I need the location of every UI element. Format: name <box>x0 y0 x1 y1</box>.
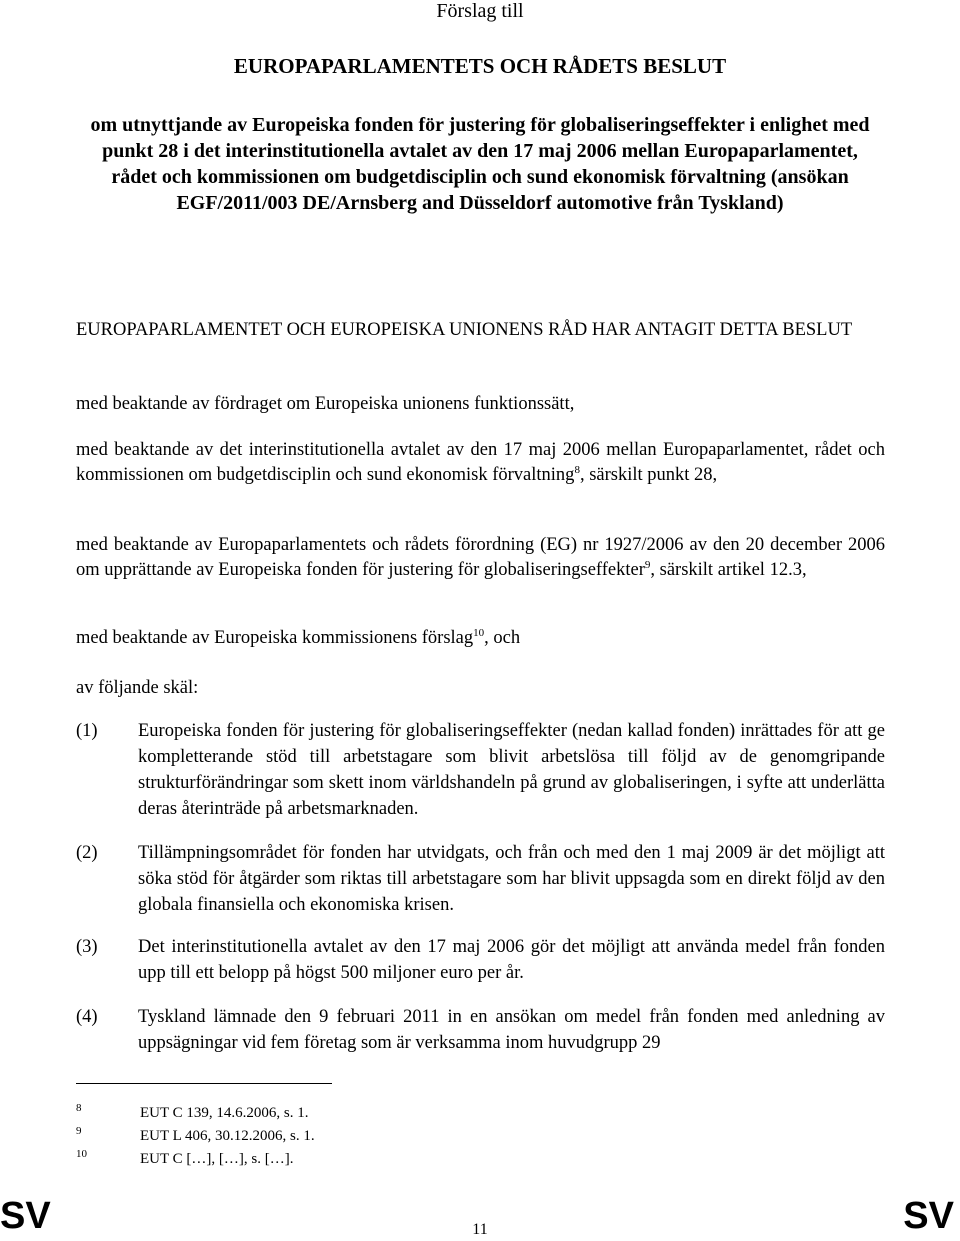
document-title: EUROPAPARLAMENTETS OCH RÅDETS BESLUT <box>233 54 727 78</box>
footnote-mark: 8 <box>76 1102 82 1114</box>
citation-text: med beaktande av Europeiska kommissionens förslag <box>76 628 474 648</box>
recital-number: (1) <box>76 721 98 741</box>
recital-number: (3) <box>76 937 98 957</box>
recital-3 <box>76 934 885 986</box>
recital-1 <box>76 718 885 822</box>
citation-regulation <box>76 533 885 583</box>
footnote-text: EUT C […], […], s. […]. <box>140 1151 294 1167</box>
language-code-left: SV <box>0 1195 51 1237</box>
citation-text: med beaktande av Europaparlamentets och rådets förordning (EG) nr 1927/2006 av den 20 december 2006 om upprättande av Europeiska fonden för justering för globaliseringseffekter <box>76 535 885 580</box>
recital-text: Tyskland lämnade den 9 februari 2011 in en ansökan om medel från fonden med anledning av uppsägningar vid fem företag som är verksamma inom huvudgrupp 29 <box>138 1007 885 1053</box>
citation-text-end: , särskilt artikel 12.3, <box>650 560 807 580</box>
footnote-mark: 9 <box>76 1125 82 1137</box>
recital-4 <box>76 1004 885 1056</box>
proposal-label: Förslag till <box>436 0 524 22</box>
footnote-separator <box>76 1083 332 1084</box>
citation-treaty: med beaktande av fördraget om Europeiska unionens funktionssätt, <box>76 394 575 414</box>
citation-text-end: , och <box>484 628 521 648</box>
adopting-statement: EUROPAPARLAMENTET OCH EUROPEISKA UNIONENS RÅD HAR ANTAGIT DETTA BESLUT <box>76 320 853 340</box>
whereas-heading: av följande skäl: <box>76 678 199 698</box>
recital-number: (2) <box>76 843 98 863</box>
page-number: 11 <box>472 1221 488 1238</box>
footnote-ref: 9 <box>644 558 651 571</box>
citation-interinstitutional-agreement <box>76 438 885 488</box>
recital-text: Tillämpningsområdet för fonden har utvidgats, och från och med den 1 maj 2009 är det möjligt att söka stöd för åtgärder som riktas till arbetstagare som har blivit uppsagda som en direkt följd av den globala finansiella och ekonomiska krisen. <box>138 843 885 915</box>
document-subtitle: om utnyttjande av Europeiska fonden för justering för globaliseringseffekter i enlighet med punkt 28 i det interinstitutionella avtalet av den 17 maj 2006 mellan Europaparlamentet, rådet och kommissionen om budgetdisciplin och sund ekonomisk förvaltning (ansökan EGF/2011/003 DE/Arnsberg and Düsseldorf automotive från Tyskland) <box>90 114 870 214</box>
footnote-text: EUT L 406, 30.12.2006, s. 1. <box>140 1128 315 1144</box>
citation-text-end: , särskilt punkt 28, <box>579 465 718 485</box>
footnote-mark: 10 <box>76 1148 87 1160</box>
citation-text: med beaktande av det interinstitutionella avtalet av den 17 maj 2006 mellan Europaparlamentet, rådet och kommissionen om budgetdisciplin och sund ekonomisk förvaltning <box>76 440 885 485</box>
footnote-ref: 10 <box>473 626 485 639</box>
recital-text: Det interinstitutionella avtalet av den 17 maj 2006 gör det möjligt att använda medel från fonden upp till ett belopp på högst 500 miljoner euro per år. <box>138 937 885 983</box>
recital-number: (4) <box>76 1007 98 1027</box>
footnote-ref: 8 <box>574 463 580 476</box>
recital-text: Europeiska fonden för justering för globaliseringseffekter (nedan kallad fonden) inrättades för att ge kompletterande stöd till arbetstagare som blivit arbetslösa till följd av de genomgripande strukturförändringar som skett inom världshandeln på grund av globaliseringen, i syfte att underlätta deras återinträde på arbetsmarknaden. <box>138 721 885 819</box>
recital-2 <box>76 840 885 918</box>
citation-commission-proposal <box>76 626 885 651</box>
language-code-right: SV <box>903 1195 954 1237</box>
footnote-text: EUT C 139, 14.6.2006, s. 1. <box>140 1105 309 1121</box>
